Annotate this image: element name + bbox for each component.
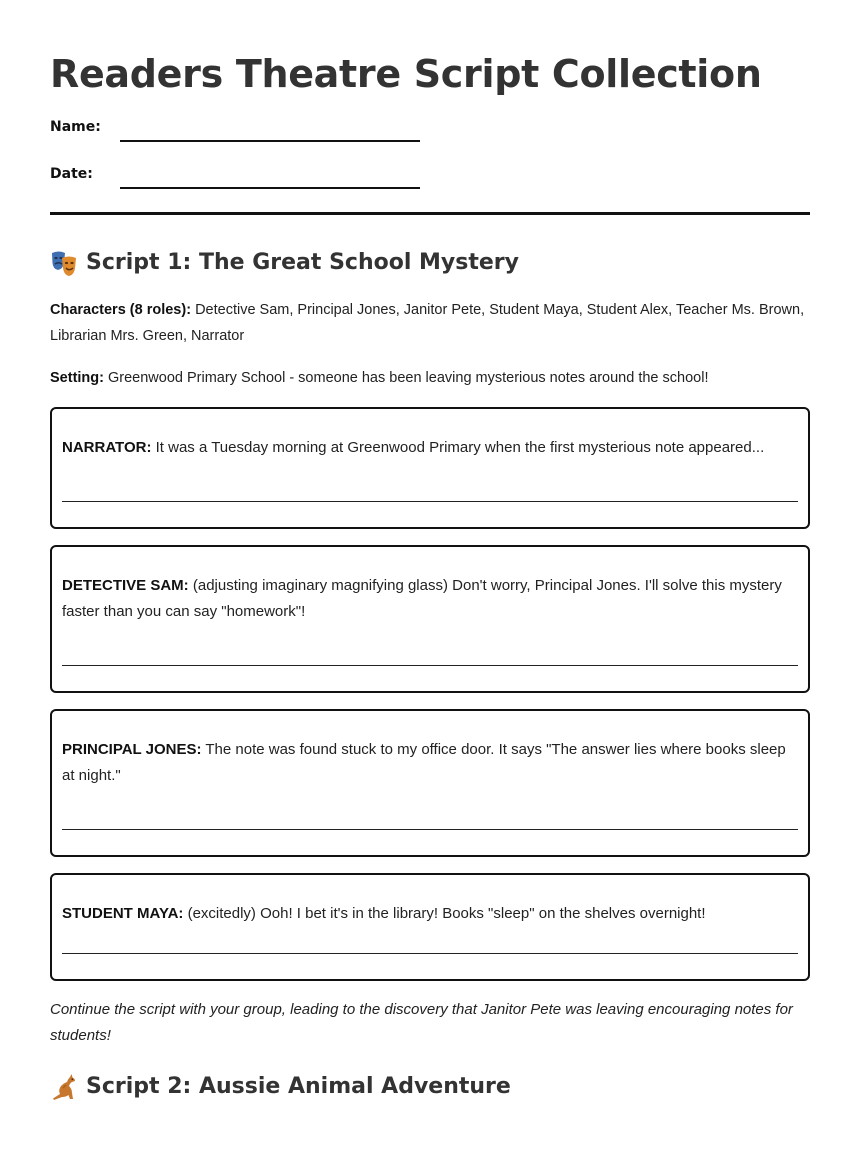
continue-instruction: Continue the script with your group, leading to the discovery that Janitor Pete was leaving encouraging notes for students! [50,1001,793,1044]
setting-label: Setting: [50,370,104,386]
line-dialogue: (excitedly) Ooh! I bet it's in the library! Books "sleep" on the shelves overnight! [187,905,706,922]
script-line [62,435,798,461]
date-label: Date: [50,166,93,182]
line-dialogue: The note was found stuck to my office door. It says "The answer lies where books sleep at night." [62,741,786,784]
script-line-box [50,407,810,529]
theatre-masks-icon [50,249,78,277]
script-2-heading [50,1073,810,1101]
response-write-line[interactable] [62,953,798,954]
line-dialogue: (adjusting imaginary magnifying glass) Don't worry, Principal Jones. I'll solve this mystery faster than you can say "homework"! [62,577,782,620]
line-dialogue: It was a Tuesday morning at Greenwood Primary when the first mysterious note appeared... [155,439,765,456]
speaker-name: PRINCIPAL JONES: [62,741,202,758]
page-title: Readers Theatre Script Collection [50,52,762,96]
name-label: Name: [50,119,101,135]
date-field-row [50,165,810,189]
script-line-box [50,545,810,693]
speaker-name: NARRATOR: [62,439,152,456]
script-line [62,901,798,927]
script-line [62,737,798,789]
speaker-name: DETECTIVE SAM: [62,577,189,594]
script-1-title: Script 1: The Great School Mystery [86,250,519,275]
script-1-heading [50,249,810,277]
characters-label: Characters (8 roles): [50,302,192,318]
name-write-line[interactable] [120,116,420,142]
setting-line [50,365,810,391]
date-write-line[interactable] [120,163,420,189]
kangaroo-icon [50,1073,78,1101]
response-write-line[interactable] [62,501,798,502]
header-divider [50,212,810,215]
worksheet-page [50,0,810,1101]
characters-list: Detective Sam, Principal Jones, Janitor Pete, Student Maya, Student Alex, Teacher Ms. Brown, Librarian Mrs. Green, Narrator [50,302,805,344]
speaker-name: STUDENT MAYA: [62,905,184,922]
script-line-box [50,709,810,857]
script-2-title: Script 2: Aussie Animal Adventure [86,1074,511,1099]
response-write-line[interactable] [62,665,798,666]
response-write-line[interactable] [62,829,798,830]
characters-line [50,297,810,349]
name-field-row [50,118,810,142]
script-line-box [50,873,810,981]
setting-text: Greenwood Primary School - someone has been leaving mysterious notes around the school! [108,370,709,386]
script-line [62,573,798,625]
